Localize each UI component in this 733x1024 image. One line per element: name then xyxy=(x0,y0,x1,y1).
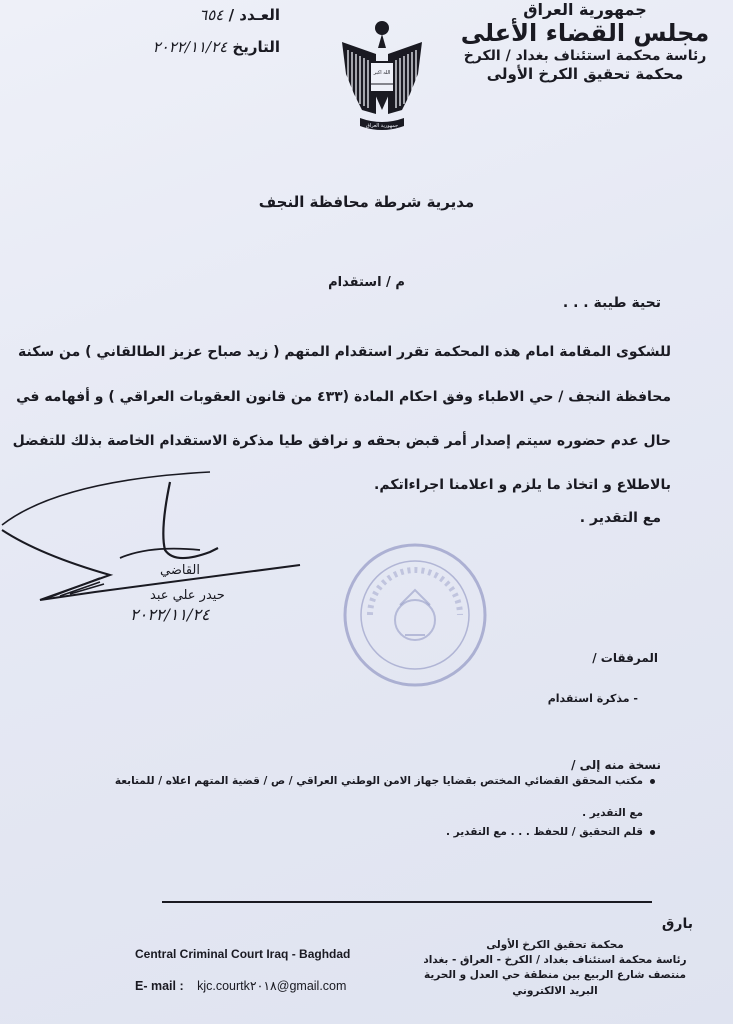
closing: مع التقدير . xyxy=(579,510,661,526)
reference-number xyxy=(50,6,280,24)
copy-item xyxy=(446,826,655,838)
footer-address-ar: منتصف شارع الربيع بين منطقة حي العدل و الحرية xyxy=(423,969,687,982)
reference-number-value: ٦٥٤ xyxy=(199,6,224,24)
reference-number-label: العـدد / xyxy=(228,6,280,24)
letterhead-court: محكمة تحقيق الكرخ الأولى xyxy=(486,64,684,83)
recipient: مديرية شرطة محافظة النجف xyxy=(258,193,475,211)
footer-court-en: Central Criminal Court Iraq - Baghdad xyxy=(135,947,351,961)
emblem-banner-text: جمهورية العراق xyxy=(365,123,399,129)
emblem-motto: الله اكبر xyxy=(373,70,391,76)
signature-name: حيدر علي عبد xyxy=(150,588,225,603)
footer-presidency-ar: رئاسة محكمة استئناف بغداد / الكرخ - العراق - بغداد xyxy=(423,954,687,967)
footer-email xyxy=(135,978,346,993)
signature-title: القاضي xyxy=(160,563,200,578)
copy-item-text: قلم التحقيق / للحفظ . . . مع التقدير . xyxy=(446,826,643,838)
footer-address xyxy=(415,938,695,999)
body-line: محافظة النجف / حي الاطباء وفق احكام المادة (٤٣٣ من قانون العقوبات العراقي ) و أفهامه في xyxy=(16,389,671,405)
reference-date-label: التاريخ xyxy=(232,38,280,56)
body-line: حال عدم حضوره سيتم إصدار أمر قبض بحقه و نرافق طيا مذكرة الاستقدام الخاصة بذلك للتفضل xyxy=(12,433,671,449)
subject: م / استقدام xyxy=(328,275,405,290)
copy-item-note: مع التقدير . xyxy=(582,807,643,819)
bullet-icon xyxy=(650,830,655,835)
copy-item-text: مكتب المحقق القضائي المختص بقضايا جهاز الامن الوطني العراقي / ص / قضية المتهم اعلاه / للمتابعة xyxy=(114,775,643,787)
attachments-heading: المرفقات / xyxy=(592,651,658,665)
footer-barq: بارق xyxy=(661,916,693,932)
signature-date: ٢٠٢٢/١١/٢٤ xyxy=(130,605,210,624)
footer-email-ar: البريد الالكتروني xyxy=(512,984,598,997)
copies-heading: نسخة منه إلى / xyxy=(571,758,661,772)
bullet-icon xyxy=(650,779,655,784)
body-line: بالاطلاع و اتخاذ ما يلزم و اعلامنا اجراءاتكم. xyxy=(374,477,671,493)
reference-date xyxy=(80,38,280,56)
court-seal-icon xyxy=(340,540,490,690)
letterhead xyxy=(455,0,715,83)
copy-item xyxy=(115,775,655,787)
letterhead-council: مجلس القضاء الأعلى xyxy=(460,19,710,48)
footer-email-label: E- mail : xyxy=(135,979,184,993)
iraq-eagle-emblem-icon xyxy=(332,14,432,140)
letterhead-republic: جمهورية العراق xyxy=(523,0,647,19)
body-line: للشكوى المقامة امام هذه المحكمة تقرر استقدام المتهم ( زيد صباح عزيز الطالقاني ) من سكنة xyxy=(18,344,671,360)
attachment-item: - مذكرة استقدام xyxy=(547,692,638,705)
greeting: تحية طيبة . . . xyxy=(562,295,661,311)
footer-divider xyxy=(162,901,652,903)
footer-court-ar: محكمة تحقيق الكرخ الأولى xyxy=(486,939,624,951)
footer-email-value: kjc.courtk٢٠١٨@gmail.com xyxy=(197,979,347,993)
letterhead-presidency: رئاسة محكمة استئناف بغداد / الكرخ xyxy=(463,47,707,64)
reference-date-value: ٢٠٢٢/١١/٢٤ xyxy=(152,38,228,56)
